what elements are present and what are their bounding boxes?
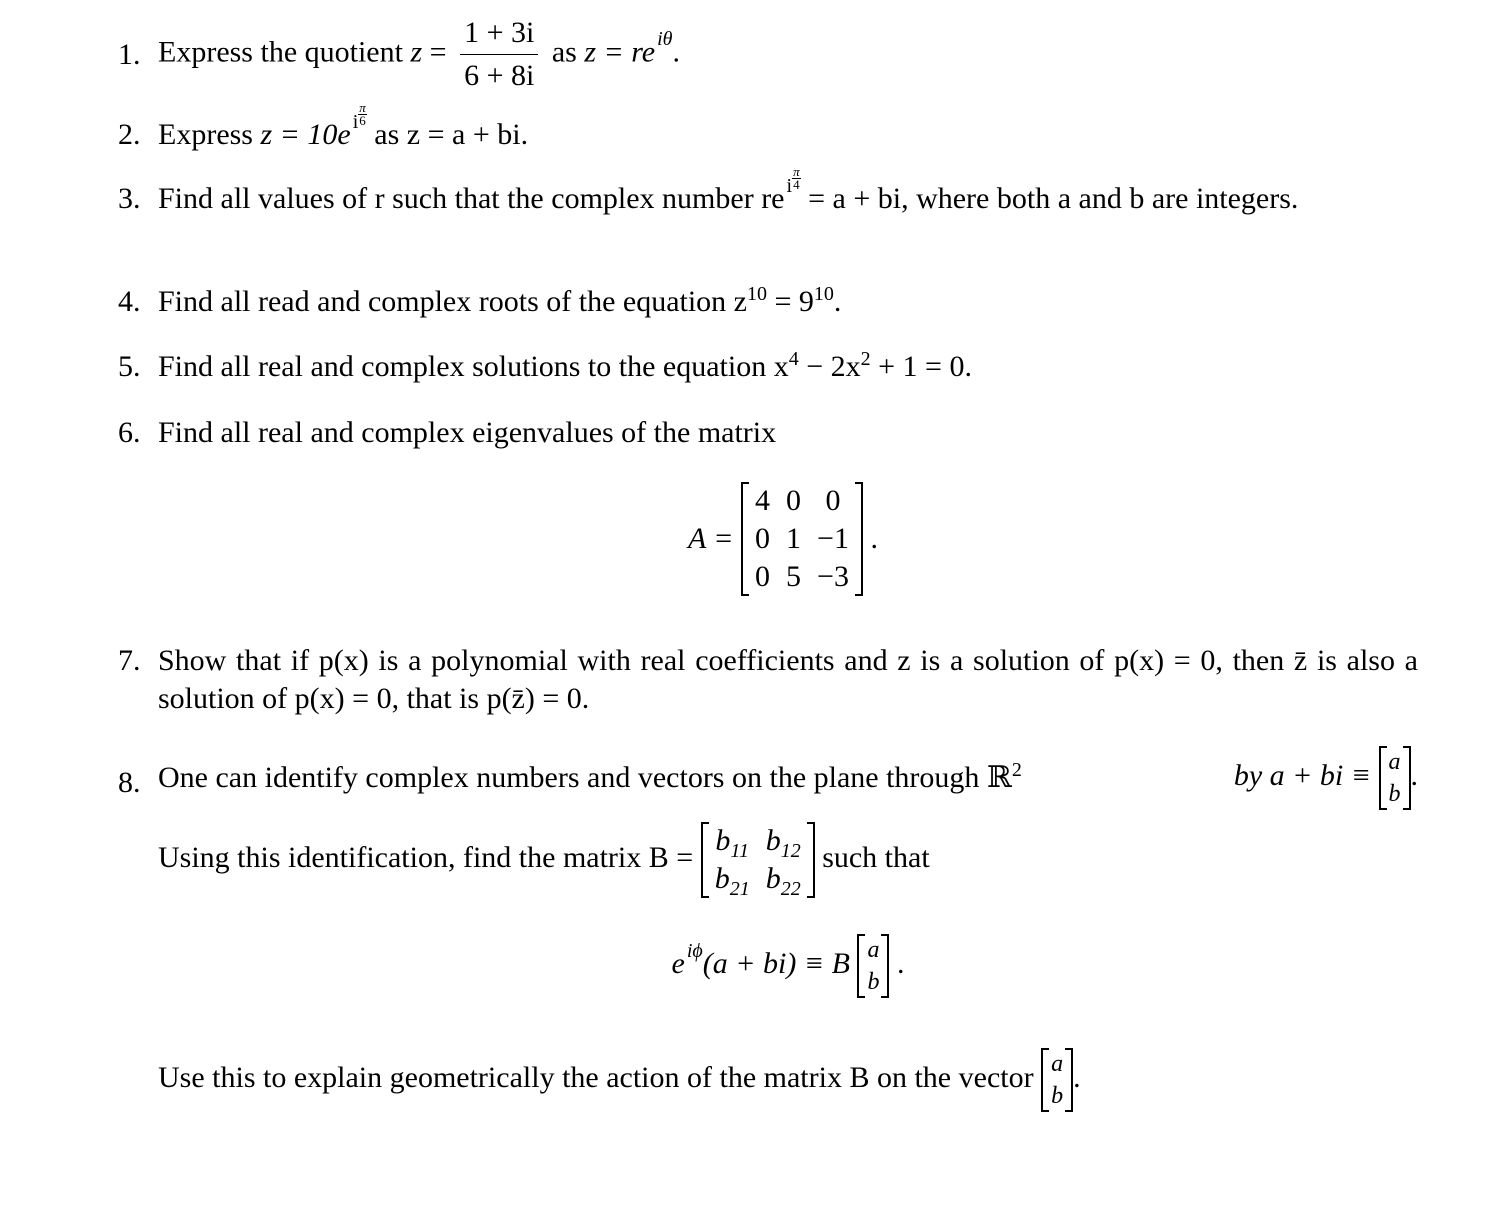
matrix-cell: 0 bbox=[825, 484, 841, 517]
vector-ab: a b bbox=[1041, 1048, 1073, 1112]
matrix-cell: −3 bbox=[817, 560, 849, 593]
problem-8-line4: Use this to explain geometrically the action of the matrix B on the vector a b . bbox=[158, 1048, 1081, 1112]
matrix-cell: 0 bbox=[755, 522, 771, 555]
matrix-cell: 1 bbox=[786, 522, 802, 555]
problem-text: Express the quotient bbox=[158, 35, 403, 69]
fraction: $\frac{1 + 3i}{6 + 8i}$ bbox=[460, 16, 538, 93]
matrix-cell: 0 bbox=[786, 484, 802, 517]
problem-8: 8. One can identify complex numbers and vectors on the plane through ℝ$^2$ by a + bi ≡ a b . bbox=[118, 746, 1418, 826]
matrix-cell: 0 bbox=[755, 560, 771, 593]
matrix-A-display: A = 4 0 0 0 1 −1 0 5 −3 . bbox=[0, 482, 1496, 596]
vector-ab: a b bbox=[1379, 746, 1411, 810]
problem-8-equation: e $^{i\phi}$(a + bi) ≡ B a b . bbox=[0, 934, 1496, 998]
matrix-cell: 5 bbox=[786, 560, 802, 593]
exponent-fraction: $\frac{\pi}{4}$ bbox=[793, 164, 800, 192]
vector-ab: a b bbox=[857, 934, 889, 998]
exponent-fraction: $\frac{\pi}{6}$ bbox=[359, 100, 366, 128]
matrix-cell: 4 bbox=[755, 484, 771, 517]
problem-1: 1. Express the quotient z = $\frac{1 + 3i}{6 + 8i}$ as z = re $^{i\theta}$. bbox=[118, 16, 681, 92]
matrix-cell: −1 bbox=[817, 522, 849, 555]
matrix-B: $b_{11}$ $b_{12}$ $b_{21}$ $b_{22}$ bbox=[701, 822, 815, 898]
problem-8-line2: Using this identification, find the matrix B = $b_{11}$ $b_{12}$ $b_{21}$ $b_{22}$ such that bbox=[158, 824, 930, 900]
problem-number: 1. bbox=[118, 38, 141, 71]
matrix-A bbox=[741, 482, 863, 596]
